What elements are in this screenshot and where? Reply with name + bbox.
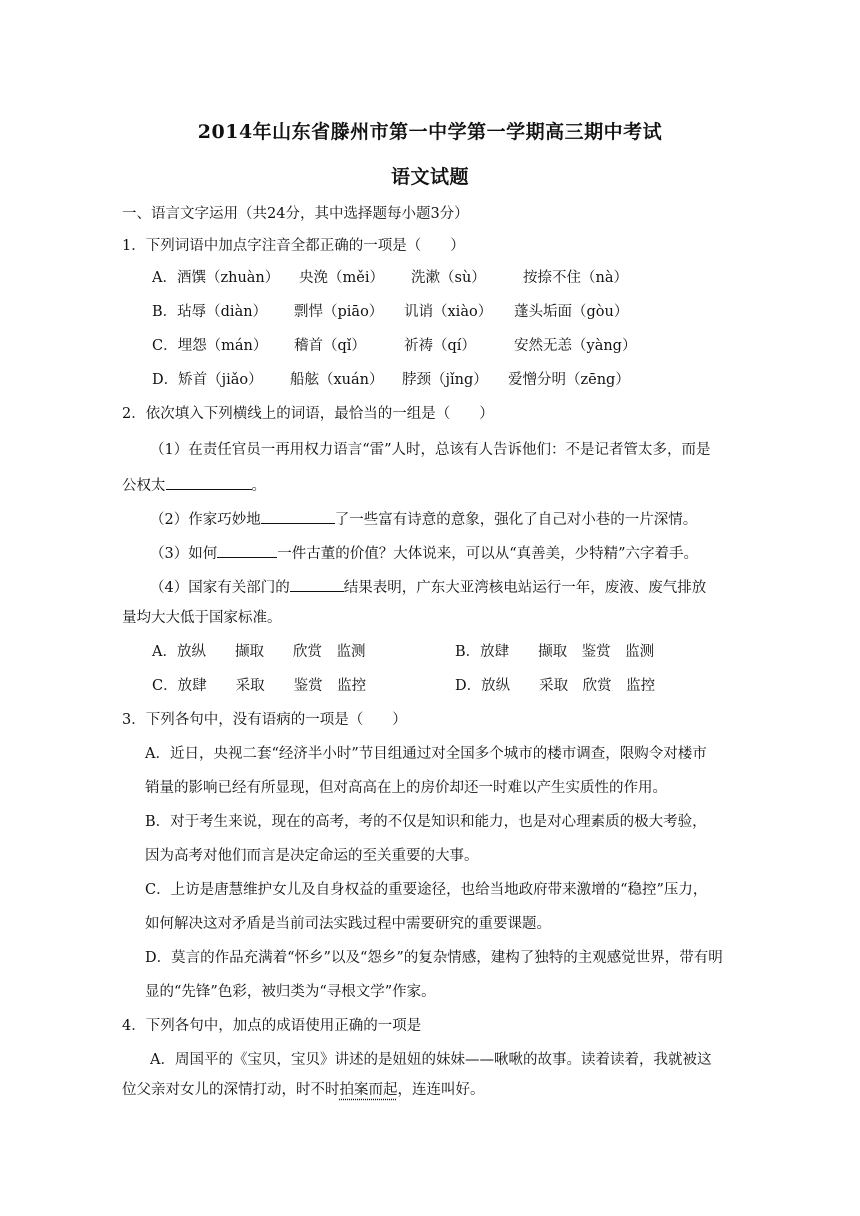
q4-option-a: A．周国平的《宝贝，宝贝》讲述的是妞妞的妹妹——啾啾的故事。读着读着，我就被这	[150, 1052, 712, 1068]
q2-sentence-2	[150, 508, 697, 530]
q1-a-1: A．酒馔（zhuàn）	[152, 270, 280, 286]
q1-c-4: 安然无恙（yàng）	[514, 338, 637, 354]
q2-s1-end: 。	[251, 478, 266, 494]
q2-option-d: D．放纵 采取 欣赏 监控	[455, 678, 656, 694]
q3-option-c-cont: 如何解决这对矛盾是当前司法实践过程中需要研究的重要课题。	[145, 916, 551, 932]
q2-sentence-4-cont: 量均大大低于国家标准。	[122, 610, 282, 626]
q1-d-1: D．矫首（jiǎo）	[152, 372, 263, 388]
q2-s3-text-b: 一件古董的价值？大体说来，可以从“真善美，少特精”六字着手。	[277, 546, 699, 562]
q2-blank-3	[217, 542, 277, 558]
q1-stem: 1．下列词语中加点字注音全都正确的一项是（ ）	[122, 238, 465, 254]
q1-c-3: 祈祷（qí）	[404, 338, 476, 354]
q1-option-c	[152, 336, 636, 356]
q2-sentence-1: （1）在责任官员一再用权力语言“雷”人时，总该有人告诉他们：不是记者管太多，而是	[150, 442, 711, 458]
q2-blank-4	[290, 576, 344, 592]
q2-blank-2	[261, 508, 335, 524]
q2-s4-text-a: （4）国家有关部门的	[150, 580, 290, 596]
q1-c-1: C．埋怨（mán）	[152, 338, 268, 354]
q4-a-idiom: 拍案而起	[339, 1082, 398, 1098]
q2-option-a: A．放纵 撷取 欣赏 监测	[152, 644, 366, 660]
q3-option-d-cont: 显的“先锋”色彩，被归类为“寻根文学”作家。	[145, 984, 436, 1000]
q2-sentence-4	[150, 576, 706, 598]
q4-option-a-cont	[122, 1080, 485, 1100]
q1-a-3: 洗漱（sù）	[411, 270, 486, 286]
q3-option-a-cont: 销量的影响已经有所显现，但对高高在上的房价却还一时难以产生实质性的作用。	[145, 780, 667, 796]
q1-a-4: 按捺不住（nà）	[523, 270, 628, 286]
q1-b-2: 剽悍（piāo）	[294, 304, 384, 320]
q4-a-text-a: 位父亲对女儿的深情打动，时不时	[122, 1082, 340, 1098]
q3-option-b: B．对于考生来说，现在的高考，考的不仅是知识和能力，也是对心理素质的极大考验，	[145, 814, 707, 830]
q1-b-4: 蓬头垢面（gòu）	[514, 304, 629, 320]
q1-a-2: 央浼（měi）	[299, 270, 384, 286]
q3-option-b-cont: 因为高考对他们而言是决定命运的至关重要的大事。	[145, 848, 479, 864]
q2-option-c: C．放肆 采取 鉴赏 监控	[152, 678, 367, 694]
exam-subtitle: 语文试题	[390, 166, 469, 188]
q2-sentence-1-cont	[122, 474, 266, 496]
q2-s4-text-b: 结果表明，广东大亚湾核电站运行一年，废液、废气排放	[343, 580, 707, 596]
exam-title: 2014年山东省滕州市第一中学第一学期高三期中考试	[197, 121, 663, 143]
q1-b-1: B．玷辱（diàn）	[152, 304, 268, 320]
q2-sentence-3	[150, 542, 698, 564]
q3-option-a: A．近日，央视二套“经济半小时”节目组通过对全国多个城市的楼市调查，限购令对楼市	[145, 746, 707, 762]
q1-d-4: 爱憎分明（zēng）	[508, 372, 630, 388]
q2-s3-text-a: （3）如何	[150, 546, 218, 562]
q2-s1-text: 公权太	[122, 478, 166, 494]
section-heading: 一、语言文字运用（共24分，其中选择题每小题3分）	[122, 206, 469, 222]
q1-d-2: 船舷（xuán）	[290, 372, 384, 388]
q2-s2-text-b: 了一些富有诗意的意象，强化了自己对小巷的一片深情。	[334, 512, 698, 528]
q1-option-a	[152, 268, 628, 288]
q1-d-3: 脖颈（jǐng）	[402, 372, 488, 388]
q1-b-3: 讥诮（xiào）	[404, 304, 493, 320]
q4-a-text-c: ，连连叫好。	[397, 1082, 485, 1098]
q3-stem: 3．下列各句中，没有语病的一项是（ ）	[122, 712, 407, 728]
q2-s2-text-a: （2）作家巧妙地	[150, 512, 261, 528]
q1-option-b	[152, 302, 628, 322]
q2-option-b: B．放肆 撷取 鉴赏 监测	[455, 644, 655, 660]
q2-blank-1	[166, 474, 252, 490]
q1-option-d	[152, 370, 630, 390]
q2-stem: 2．依次填入下列横线上的词语，最恰当的一组是（ ）	[122, 406, 494, 422]
q4-stem: 4．下列各句中，加点的成语使用正确的一项是	[122, 1018, 422, 1034]
q3-option-c: C．上访是唐慧维护女儿及自身权益的重要途径，也给当地政府带来激增的“稳控”压力，	[145, 882, 708, 898]
q1-c-2: 稽首（qǐ）	[294, 338, 366, 354]
q3-option-d: D．莫言的作品充满着“怀乡”以及“怨乡”的复杂情感，建构了独特的主观感觉世界，带有明	[145, 950, 723, 966]
